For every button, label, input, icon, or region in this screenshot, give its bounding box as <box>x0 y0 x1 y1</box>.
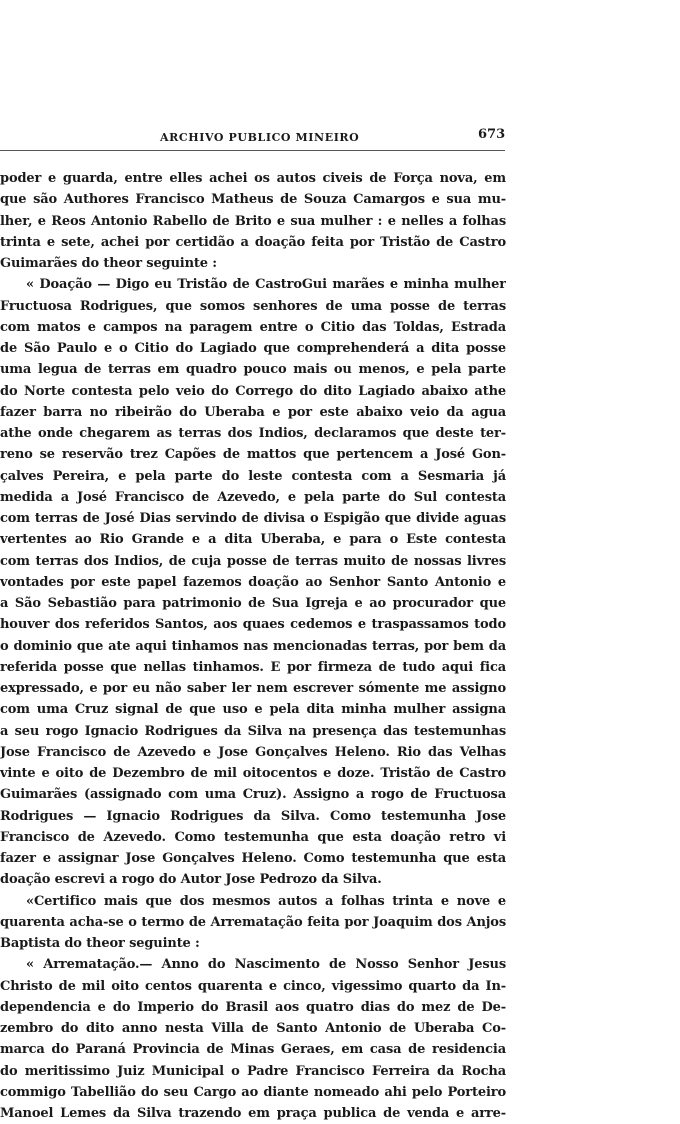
text-line: referida posse que nellas tinhamos. E por firmeza de tudo aqui fica <box>0 659 506 675</box>
text-line: Rodrigues — Ignacio Rodrigues da Silva. Como testemunha Jose <box>0 808 506 824</box>
text-line: Francisco de Azevedo. Como testemunha que esta doação retro vi <box>0 829 506 845</box>
text-line: medida a José Francisco de Azevedo, e pela parte do Sul contesta <box>0 489 506 505</box>
text-line: doação escrevi a rogo do Autor Jose Pedrozo da Silva. <box>0 872 382 888</box>
text-line: Jose Francisco de Azevedo e Jose Gonçalves Heleno. Rio das Velhas <box>0 744 506 760</box>
text-line: quarenta acha-se o termo de Arrematação feita por Joaquim dos Anjos <box>0 914 506 930</box>
text-line: « Doação — Digo eu Tristão de CastroGui marães e minha mulher <box>26 277 506 293</box>
text-line: o dominio que ate aqui tinhamos nas mencionadas terras, por bem da <box>0 638 506 654</box>
running-header <box>0 127 510 151</box>
text-line: poder e guarda, entre elles achei os autos civeis de Força nova, em <box>0 171 506 186</box>
text-line: com uma Cruz signal de que uso e pela dita minha mulher assigna <box>0 702 506 718</box>
text-line: do meritissimo Juiz Municipal o Padre Francisco Ferreira da Rocha <box>0 1063 506 1079</box>
text-line: com terras dos Indios, de cuja posse de terras muito de nossas livres <box>0 553 506 569</box>
text-line: dependencia e do Imperio do Brasil aos quatro dias do mez de De- <box>0 999 506 1015</box>
body-text <box>0 168 506 1124</box>
text-line: commigo Tabellião do seu Cargo ao diante nomeado ahi pelo Porteiro <box>0 1084 506 1100</box>
text-line: expressado, e por eu não saber ler nem escrever sómente me assigno <box>0 681 506 696</box>
text-line: Guimarães do theor seguinte : <box>0 256 217 271</box>
text-line: Fructuosa Rodrigues, que somos senhores de uma posse de terras <box>0 298 506 314</box>
header-rule <box>0 150 505 151</box>
text-line: çalves Pereira, e pela parte do leste contesta com a Sesmaria já <box>0 468 506 484</box>
text-line: a São Sebastião para patrimonio de Sua Igreja e ao procurador que <box>0 596 506 611</box>
text-line: zembro do dito anno nesta Villa de Santo Antonio de Uberaba Co- <box>0 1021 506 1036</box>
text-line: houver dos referidos Santos, aos quaes cedemos e traspassamos todo <box>0 617 506 633</box>
header-title: ARCHIVO PUBLICO MINEIRO <box>160 131 360 144</box>
text-line: vontades por este papel fazemos doação ao Senhor Santo Antonio e <box>0 574 506 590</box>
text-line: Manoel Lemes da Silva trazendo em praça publica de venda e arre- <box>0 1106 506 1121</box>
text-line: «Certifico mais que dos mesmos autos a folhas trinta e nove e <box>26 893 506 909</box>
text-line: fazer e assignar Jose Gonçalves Heleno. Como testemunha que esta <box>0 851 506 866</box>
text-line: athe onde chegarem as terras dos Indios, declaramos que deste ter- <box>0 426 506 441</box>
text-line: vertentes ao Rio Grande e a dita Uberaba, e para o Este contesta <box>0 532 506 548</box>
text-line: trinta e sete, achei por certidão a doação feita por Tristão de Castro <box>0 234 506 250</box>
text-line: Guimarães (assignado com uma Cruz). Assigno a rogo de Fructuosa <box>0 787 506 803</box>
text-line: uma legua de terras em quadro pouco mais ou menos, e pela parte <box>0 362 506 378</box>
text-line: que são Authores Francisco Matheus de Souza Camargos e sua mu- <box>0 192 506 208</box>
text-line: de São Paulo e o Citio do Lagiado que comprehenderá a dita posse <box>0 341 506 356</box>
text-line: reno se reservão trez Capões de mattos que pertencem a José Gon- <box>0 447 506 463</box>
text-line: fazer barra no ribeirão do Uberaba e por este abaixo veio da agua <box>0 404 506 420</box>
text-line: com terras de José Dias servindo de divisa o Espigão que divide aguas <box>0 511 506 526</box>
text-line: a seu rogo Ignacio Rodrigues da Silva na presença das testemunhas <box>0 723 506 739</box>
text-line: « Arrematação.— Anno do Nascimento de Nosso Senhor Jesus <box>26 957 506 973</box>
text-line: Baptista do theor seguinte : <box>0 936 200 951</box>
text-line: lher, e Reos Antonio Rabello de Brito e sua mulher : e nelles a folhas <box>0 213 506 229</box>
text-line: com matos e campos na paragem entre o Citio das Toldas, Estrada <box>0 319 506 335</box>
text-line: marca do Paraná Provincia de Minas Geraes, em casa de residencia <box>0 1042 506 1058</box>
text-line: Christo de mil oito centos quarenta e cinco, vigessimo quarto da In- <box>0 978 506 994</box>
text-line: vinte e oito de Dezembro de mil oitocentos e doze. Tristão de Castro <box>0 766 506 781</box>
page-number: 673 <box>478 127 506 142</box>
text-line: do Norte contesta pelo veio do Corrego do dito Lagiado abaixo athe <box>0 383 506 399</box>
